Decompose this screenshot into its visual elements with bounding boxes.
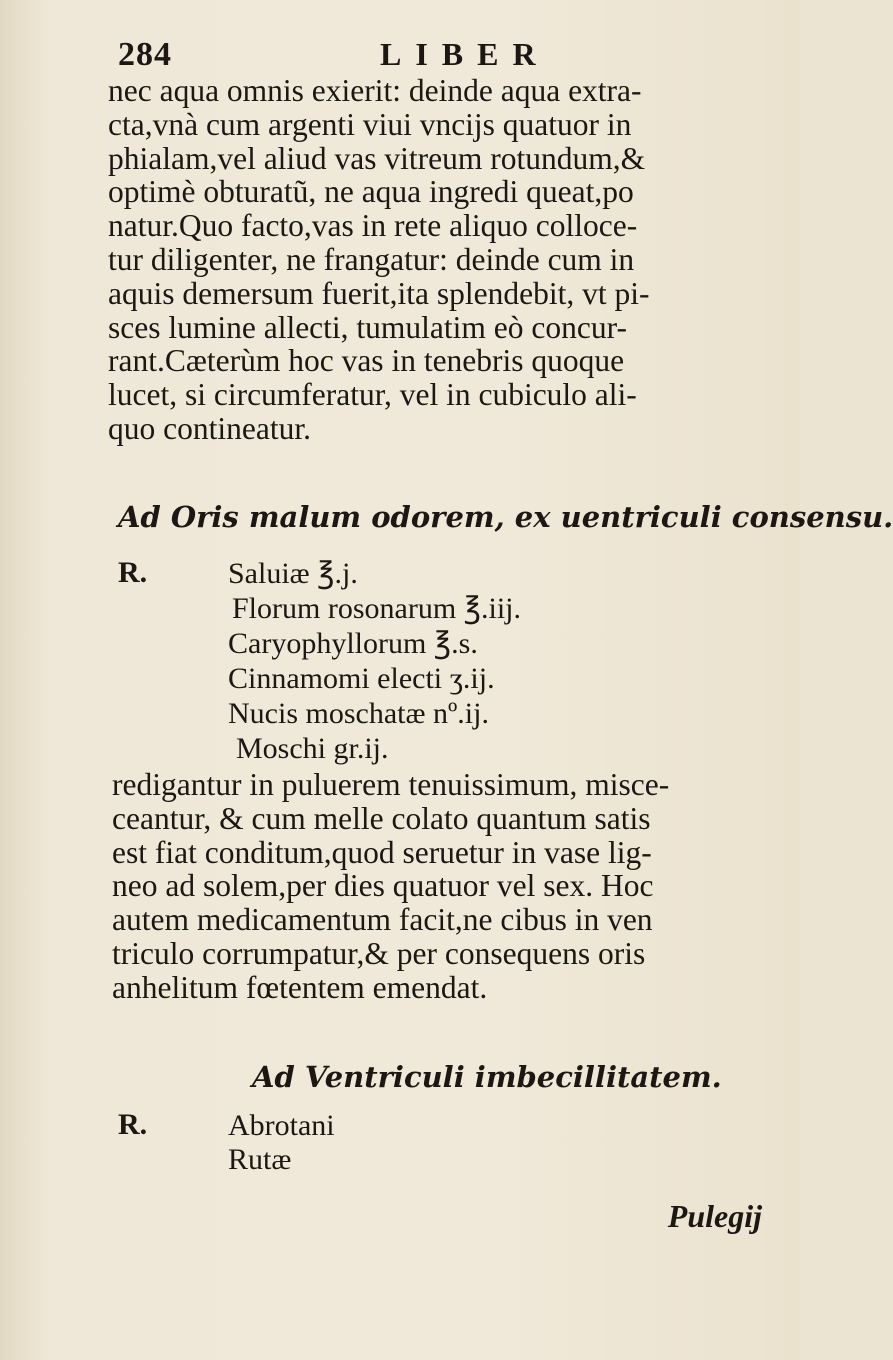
- paragraph-1: [108, 74, 768, 446]
- section-heading-ventriculi: Ad Ventriculi imbecillitatem.: [252, 1060, 722, 1094]
- text-line: autem medicamentum facit,ne cibus in ven: [112, 902, 653, 938]
- text-line: lucet, si circumferatur, vel in cubiculo ali-: [108, 377, 637, 413]
- text-line: anhelitum fœtentem emendat.: [112, 969, 488, 1005]
- text-line: ceantur, & cum melle colato quantum satis: [112, 800, 651, 836]
- text-line: optimè obturatũ, ne aqua ingredi queat,po: [108, 174, 634, 210]
- section-heading-oris: Ad Oris malum odorem, ex uentriculi consensu.: [118, 500, 893, 534]
- text-line: rant.Cæterùm hoc vas in tenebris quoque: [108, 343, 625, 379]
- text-line: natur.Quo facto,vas in rete aliquo colloce-: [108, 208, 638, 244]
- ingredient-item: Saluiæ ℥.j.: [228, 557, 358, 590]
- ingredient-item: Florum rosonarum ℥.iij.: [232, 592, 521, 625]
- text-line: aquis demersum fuerit,ita splendebit, vt pi-: [108, 275, 650, 311]
- ingredient-item: Rutæ: [228, 1143, 292, 1176]
- ingredient-list: [228, 556, 521, 766]
- catchword: Pulegij: [667, 1198, 762, 1234]
- text-line: est fiat conditum,quod seruetur in vase lig-: [112, 834, 652, 870]
- recipe-symbol: R.: [118, 1108, 148, 1141]
- ingredient-item: Caryophyllorum ℥.s.: [228, 627, 478, 660]
- ingredient-item: Nucis moschatæ nº.ij.: [228, 697, 489, 730]
- text-line: nec aqua omnis exierit: deinde aqua extra-: [108, 73, 642, 108]
- text-line: triculo corrumpatur,& per consequens oris: [112, 935, 646, 971]
- ingredient-item: Moschi gr.ij.: [236, 732, 389, 765]
- text-line: neo ad solem,per dies quatuor vel sex. Hoc: [112, 868, 654, 904]
- text-line: tur diligenter, ne frangatur: deinde cum in: [108, 241, 635, 277]
- text-line: phialam,vel aliud vas vitreum rotundum,&: [108, 140, 646, 176]
- paragraph-2: [112, 768, 772, 1005]
- text-line: quo contineatur.: [108, 410, 311, 446]
- text-line: redigantur in puluerem tenuissimum, misce-: [112, 767, 670, 802]
- recipe-symbol: R.: [118, 556, 148, 589]
- running-head: LIBER: [380, 36, 550, 72]
- ingredient-item: Abrotani: [228, 1109, 335, 1142]
- ingredient-item: Cinnamomi electi ʒ.ij.: [228, 662, 495, 695]
- text-line: sces lumine allecti, tumulatim eò concur-: [108, 309, 627, 345]
- text-line: cta,vnà cum argenti viui vncijs quatuor in: [108, 106, 632, 142]
- page-number: 284: [118, 36, 172, 73]
- ingredient-list: [228, 1108, 335, 1176]
